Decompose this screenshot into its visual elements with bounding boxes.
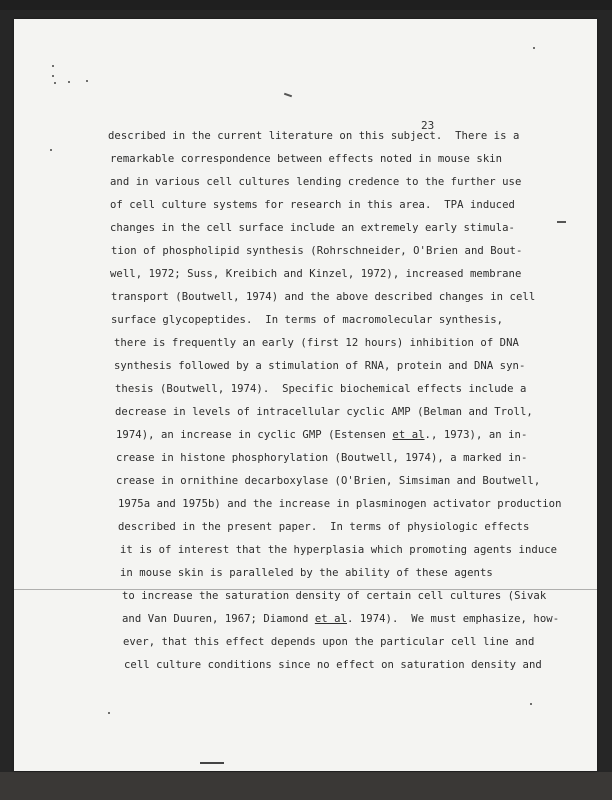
page-number: 23 (421, 119, 435, 132)
text-line: and in various cell cultures lending credence to the further use (110, 176, 522, 188)
scan-mark (284, 93, 292, 98)
text-line: 1974), an increase in cyclic GMP (Estensen et al., 1973), an in- (116, 429, 528, 441)
text-line: crease in histone phosphorylation (Boutwell, 1974), a marked in- (116, 452, 528, 464)
scan-speck (533, 47, 535, 49)
scan-speck (86, 80, 88, 82)
scan-speck (50, 149, 52, 151)
document-page (14, 19, 597, 771)
text-line: described in the present paper. In terms of physiologic effects (118, 521, 530, 533)
scan-speck (52, 65, 54, 67)
scan-speck (108, 712, 110, 714)
text-line: decrease in levels of intracellular cyclic AMP (Belman and Troll, (115, 406, 533, 418)
text-line: described in the current literature on this subject. There is a (108, 130, 520, 142)
scan-speck (54, 82, 56, 84)
scan-mark (200, 762, 224, 764)
text-line: in mouse skin is paralleled by the ability of these agents (120, 567, 493, 579)
text-line: synthesis followed by a stimulation of RNA, protein and DNA syn- (114, 360, 526, 372)
text-line: to increase the saturation density of certain cell cultures (Sivak (122, 590, 547, 602)
text-line: tion of phospholipid synthesis (Rohrschneider, O'Brien and Bout- (111, 245, 523, 257)
text-line: transport (Boutwell, 1974) and the above described changes in cell (111, 291, 536, 303)
scan-speck (68, 81, 70, 83)
scan-speck (52, 75, 54, 77)
text-line: changes in the cell surface include an extremely early stimula- (110, 222, 515, 234)
text-line: of cell culture systems for research in this area. TPA induced (110, 199, 515, 211)
text-line: thesis (Boutwell, 1974). Specific biochemical effects include a (115, 383, 527, 395)
scan-bottom-edge (0, 772, 612, 800)
text-line: well, 1972; Suss, Kreibich and Kinzel, 1972), increased membrane (110, 268, 522, 280)
text-line: cell culture conditions since no effect on saturation density and (124, 659, 542, 671)
text-line: and Van Duuren, 1967; Diamond et al. 1974). We must emphasize, how- (122, 613, 560, 625)
text-line: there is frequently an early (first 12 hours) inhibition of DNA (114, 337, 519, 349)
text-line: remarkable correspondence between effects noted in mouse skin (110, 153, 503, 165)
text-line: 1975a and 1975b) and the increase in plasminogen activator production (118, 498, 562, 510)
scan-speck (530, 703, 532, 705)
text-line: crease in ornithine decarboxylase (O'Brien, Simsiman and Boutwell, (116, 475, 541, 487)
scan-top-edge (0, 0, 612, 10)
text-line: it is of interest that the hyperplasia which promoting agents induce (120, 544, 558, 556)
text-line: surface glycopeptides. In terms of macromolecular synthesis, (111, 314, 504, 326)
text-line: ever, that this effect depends upon the particular cell line and (123, 636, 535, 648)
scan-mark (557, 221, 566, 223)
